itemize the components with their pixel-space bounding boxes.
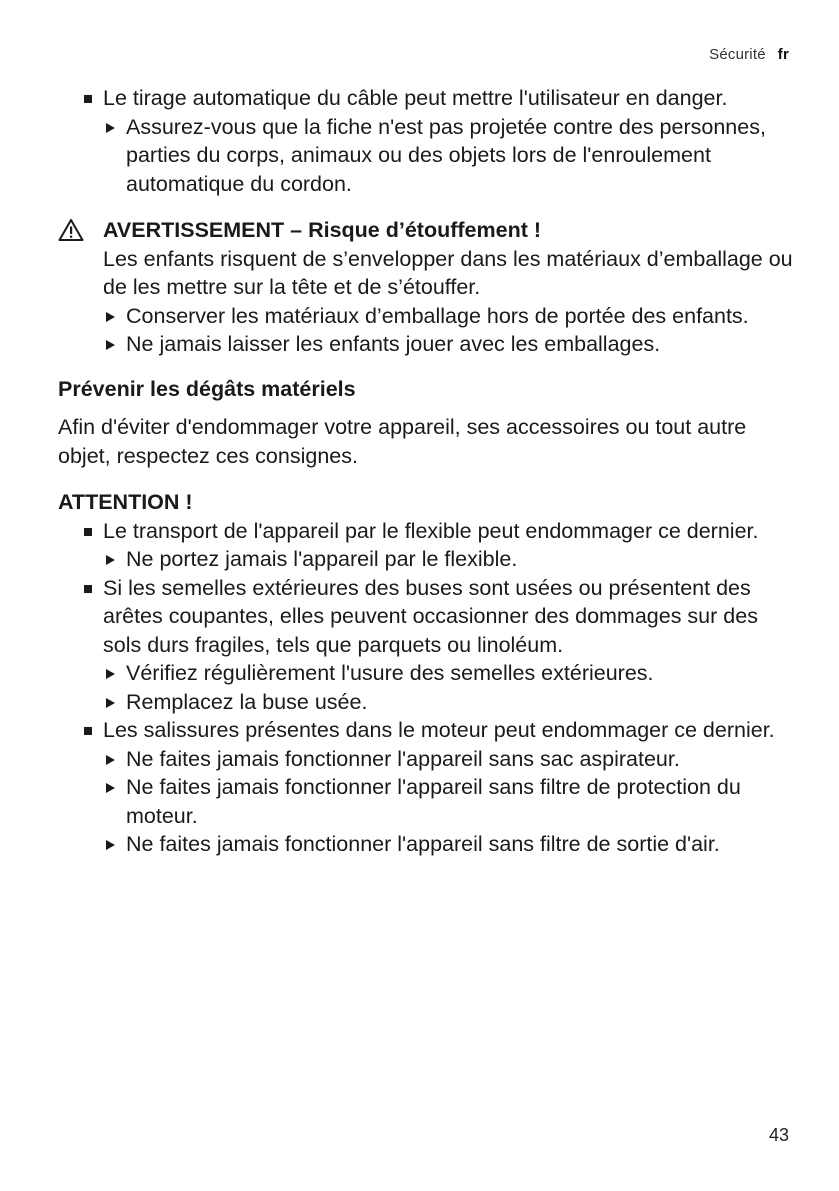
bullet-item: Le tirage automatique du câble peut mettre l'utilisateur en danger. xyxy=(58,84,793,113)
action-item: Vérifiez régulièrement l'usure des semelles extérieures. xyxy=(58,659,793,688)
warning-triangle-icon xyxy=(58,218,84,242)
action-item: Ne faites jamais fonctionner l'appareil sans sac aspirateur. xyxy=(58,745,793,774)
action-item: Ne faites jamais fonctionner l'appareil sans filtre de protection du moteur. xyxy=(58,773,793,830)
language-label: fr xyxy=(777,46,789,63)
bullet-item: Si les semelles extérieures des buses sont usées ou présentent des arêtes coupantes, elles peuvent occasionner des dommages sur des sols durs fragiles, tels que parquets ou linoléum. xyxy=(58,574,793,660)
bullet-item: Les salissures présentes dans le moteur peut endommager ce dernier. xyxy=(58,716,793,745)
section-intro: Afin d'éviter d'endommager votre appareil, ses accessoires ou tout autre objet, respectez ces consignes. xyxy=(58,415,747,468)
action-item: Ne jamais laisser les enfants jouer avec les emballages. xyxy=(58,330,793,359)
action-item: Remplacez la buse usée. xyxy=(58,688,793,717)
attention-title: ATTENTION ! xyxy=(58,490,193,514)
warning-block xyxy=(58,216,793,245)
section-heading: Prévenir les dégâts matériels xyxy=(58,376,356,401)
page-number: 43 xyxy=(768,1125,789,1145)
page-header xyxy=(709,46,789,63)
warning-body: Les enfants risquent de s’envelopper dans les matériaux d’emballage ou de les mettre sur la tête et de s’étouffer. xyxy=(103,246,793,299)
action-item: Conserver les matériaux d’emballage hors de portée des enfants. xyxy=(58,302,793,331)
action-item: Assurez-vous que la fiche n'est pas projetée contre des personnes, parties du corps, animaux ou des objets lors de l'enroulement automatique du cordon. xyxy=(58,113,793,199)
page-content xyxy=(58,84,793,859)
action-item: Ne portez jamais l'appareil par le flexible. xyxy=(58,545,793,574)
section-label: Sécurité xyxy=(709,46,766,63)
warning-title: AVERTISSEMENT – Risque d’étouffement ! xyxy=(103,218,541,242)
action-item: Ne faites jamais fonctionner l'appareil sans filtre de sortie d'air. xyxy=(58,830,793,859)
bullet-item: Le transport de l'appareil par le flexible peut endommager ce dernier. xyxy=(58,517,793,546)
